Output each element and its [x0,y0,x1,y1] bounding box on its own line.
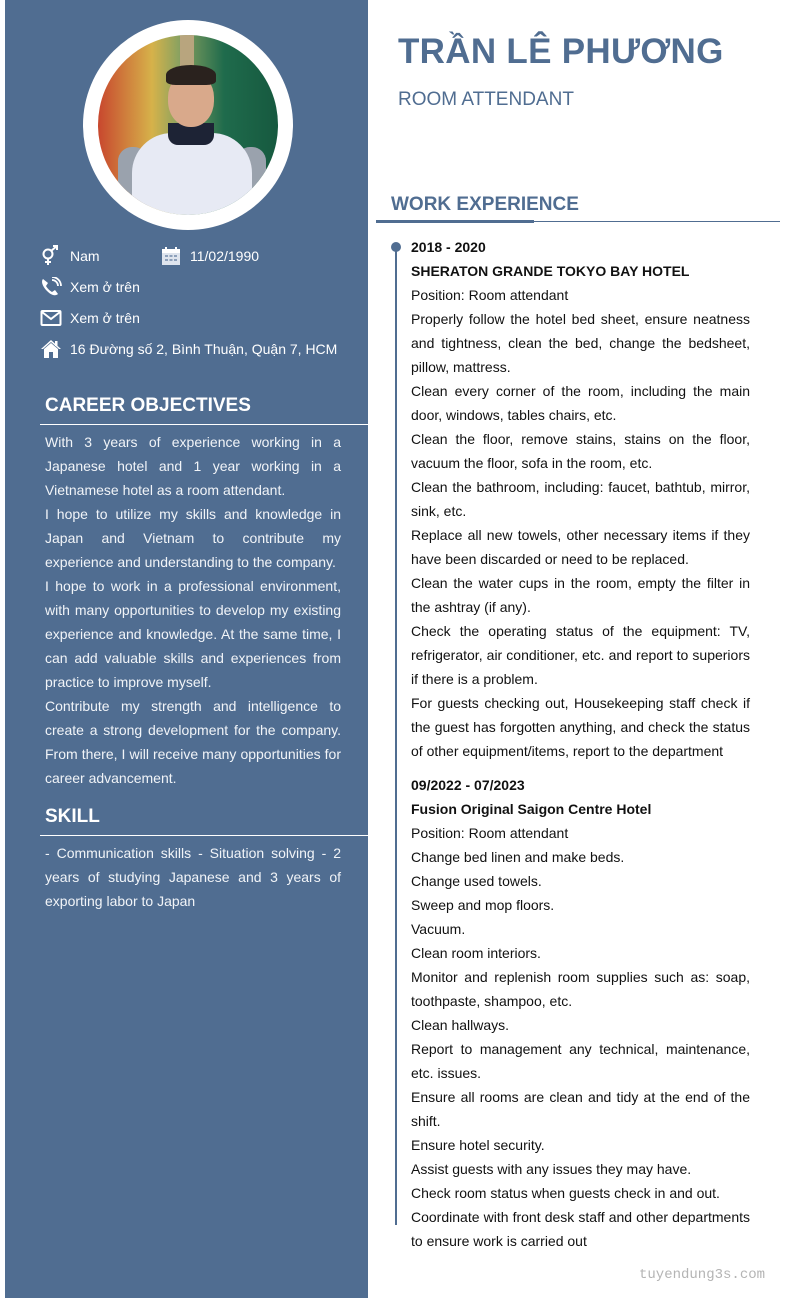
career-objectives-title: CAREER OBJECTIVES [45,395,251,416]
envelope-icon [40,308,62,328]
watermark: tuyendung3s.com [639,1267,766,1283]
job-duty: Properly follow the hotel bed sheet, ensure neatness and tightness, clean the bed, change the bedsheet, pillow, mattress. [411,311,750,375]
section-divider [40,835,373,836]
email-value: Xem ở trên [70,310,140,326]
skill-title: SKILL [45,806,100,827]
address-value: 16 Đường số 2, Bình Thuận, Quận 7, HCM [70,341,338,357]
job-duty: Clean the bathroom, including: faucet, bathtub, mirror, sink, etc. [411,479,750,519]
job-company: SHERATON GRANDE TOKYO BAY HOTEL [411,263,690,279]
objective-paragraph: I hope to work in a professional environment, with many opportunities to develop my existing experience and knowledge. At the same time, I can add valuable skills and experiences from practice to improve myself. [45,578,341,690]
job-duty: Change used towels. [411,873,542,889]
objective-paragraph: With 3 years of experience working in a Japanese hotel and 1 year working in a Vietnamese hotel as a room attendant. [45,434,341,498]
job-duty: Clean hallways. [411,1017,510,1033]
skill-paragraph: - Communication skills - Situation solving - 2 years of studying Japanese and 3 years of exporting labor to Japan [45,845,341,909]
job-duty: Clean the floor, remove stains, stains on the floor, vacuum the floor, sofa in the room, etc. [411,431,750,471]
job-duty: Clean every corner of the room, including the main door, windows, tables chairs, etc. [411,383,750,423]
career-objectives-text [45,430,341,790]
job-position: Position: Room attendant [411,825,569,841]
skill-text [45,841,341,913]
home-icon [40,339,62,359]
timeline-line [395,247,397,1225]
job-duty: Check the operating status of the equipment: TV, refrigerator, air conditioner, etc. and report to superiors if there is a problem. [411,623,750,687]
job-duty: Vacuum. [411,921,466,937]
job-duty: Report to management any technical, maintenance, etc. issues. [411,1041,750,1081]
phone-row [40,277,140,297]
job-duty: Sweep and mop floors. [411,897,555,913]
job-company: Fusion Original Saigon Centre Hotel [411,801,652,817]
phone-icon [40,277,62,297]
section-divider-accent [376,220,534,223]
job-position: Position: Room attendant [411,287,569,303]
job-duty: Coordinate with front desk staff and other departments to ensure work is carried out [411,1209,750,1249]
email-row [40,308,140,328]
candidate-title: ROOM ATTENDANT [398,89,574,110]
candidate-name: TRẦN LÊ PHƯƠNG [398,32,724,71]
avatar-frame [83,20,293,230]
avatar [98,35,278,215]
job-duty: Ensure hotel security. [411,1137,545,1153]
section-divider [40,424,373,425]
job-period: 09/2022 - 07/2023 [411,777,525,793]
job-duty: Assist guests with any issues they may have. [411,1161,692,1177]
job-duty: Ensure all rooms are clean and tidy at the end of the shift. [411,1089,750,1129]
job-duty: Clean room interiors. [411,945,541,961]
sidebar [5,0,368,1298]
job-duty: Replace all new towels, other necessary items if they have been discarded or need to be replaced. [411,527,750,567]
birthdate-row [160,246,259,266]
job-duty: For guests checking out, Housekeeping staff check if the guest has forgotten anything, and check the status of other equipment/items, report to the department [411,695,750,759]
address-row [40,339,337,359]
job-period: 2018 - 2020 [411,239,486,255]
objective-paragraph: Contribute my strength and intelligence to create a strong development for the company. From there, I will receive many opportunities for career advancement. [45,698,341,786]
job-entry [411,235,750,763]
birthdate-value: 11/02/1990 [190,248,260,264]
job-duty: Clean the water cups in the room, empty the filter in the ashtray (if any). [411,575,750,615]
calendar-icon [160,246,182,266]
gender-icon [40,246,62,266]
job-duty: Monitor and replenish room supplies such as: soap, toothpaste, shampoo, etc. [411,969,750,1009]
gender-value: Nam [70,248,100,264]
work-experience-title: WORK EXPERIENCE [391,194,579,215]
objective-paragraph: I hope to utilize my skills and knowledge in Japan and Vietnam to contribute my experience and understanding to the company. [45,506,341,570]
phone-value: Xem ở trên [70,279,140,295]
job-duty: Change bed linen and make beds. [411,849,625,865]
job-entry [411,773,750,1253]
job-duty: Check room status when guests check in and out. [411,1185,720,1201]
gender-row [40,246,100,266]
